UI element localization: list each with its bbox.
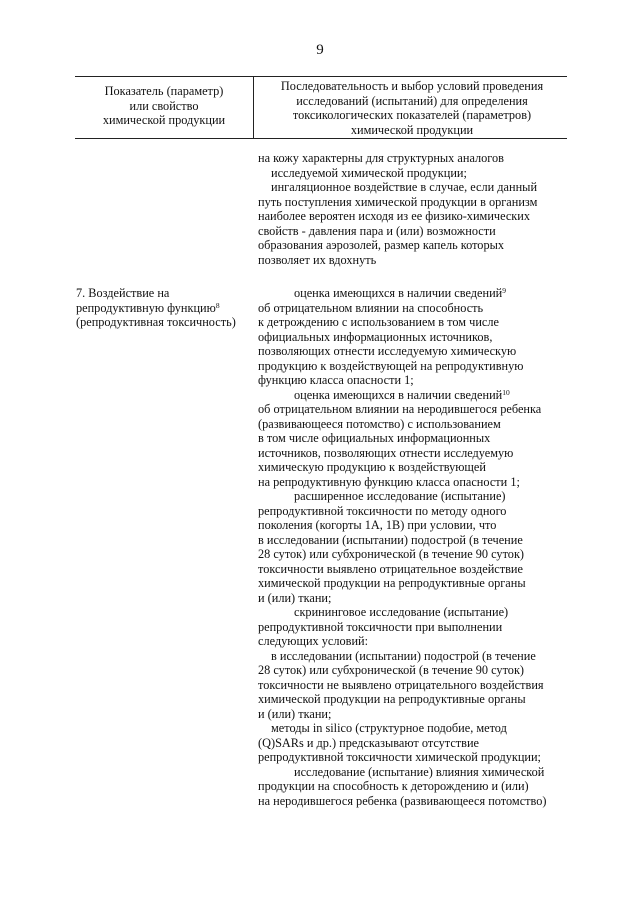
text-line: в исследовании (испытании) подострой (в течение [258,532,523,547]
text-line: об отрицательном влиянии на способность [258,300,484,315]
text-line: официальных информационных источников, [258,329,493,344]
page-number: 9 [316,42,324,58]
text-line: исследуемой химической продукции; [271,165,467,180]
text-line: расширенное исследование (испытание) [294,489,506,503]
footnote-ref: 10 [502,387,510,397]
text-line: репродуктивной токсичности по методу одного [258,503,507,518]
text-line: на неродившегося ребенка (развивающееся потомство) [258,793,547,808]
text-line: оценка имеющихся в наличии сведений [294,286,503,300]
text-line: репродуктивной токсичности химической продукции; [258,750,541,764]
indicator-label-line: 7. Воздействие на [76,286,170,300]
text-line: химическую продукцию к воздействующей [258,460,486,474]
text-line: об отрицательном влиянии на неродившегося ребенка [258,402,542,416]
text-line: путь поступления химической продукции в организм [258,194,538,209]
text-line: позволяет их вдохнуть [258,252,377,267]
text-line: репродуктивной токсичности при выполнении [258,619,503,634]
header-col1-line: Показатель (параметр) [104,84,224,98]
text-line: 28 суток) или субхронической (в течение 90 суток) [258,547,525,561]
text-line: химической продукции на репродуктивные органы [258,692,526,706]
continued-conditions-block [258,151,570,267]
header-bottom-rule [75,138,567,139]
text-line: в исследовании (испытании) подострой (в течение [271,648,536,663]
column-header-conditions [256,79,568,137]
text-line: к детрождению с использованием в том числе [258,315,499,329]
text-line: продукцию к воздействующей на репродуктивную [258,358,524,373]
text-line: скрининговое исследование (испытание) [294,605,509,619]
text-line: наиболее вероятен исходя из ее физико-химических [258,209,531,223]
text-line: и (или) ткани; [258,590,332,605]
text-line: в том числе официальных информационных [258,431,491,445]
column-header-indicator [76,84,252,128]
text-line: поколения (когорты 1А, 1В) при условии, что [258,518,497,532]
text-line: следующих условий: [258,634,369,648]
text-line: (развивающееся потомство) с использованием [258,416,501,431]
text-line: на кожу характерны для структурных аналогов [258,151,504,165]
header-col2-line: токсикологических показателей (параметров) [292,108,532,122]
footnote-ref: 9 [502,286,506,295]
text-line: оценка имеющихся в наличии сведений [294,387,503,402]
header-col1-line: или свойство [129,98,199,113]
header-col2-line: исследований (испытаний) для определения [296,93,528,108]
text-line: 28 суток) или субхронической (в течение 90 суток) [258,663,525,677]
header-col2-line: Последовательность и выбор условий проведения [280,79,544,93]
text-line: функцию класса опасности 1; [258,373,414,387]
text-line: позволяющих отнести исследуемую химическую [258,344,517,358]
indicator-label-line: (репродуктивная токсичность) [76,315,236,329]
table-top-rule [75,76,567,77]
text-line: токсичности выявлено отрицательное воздействие [258,561,523,576]
text-line: источников, позволяющих отнести исследуемую [258,445,514,460]
text-line: на репродуктивную функцию класса опасности 1; [258,474,520,489]
text-line: (Q)SARs и др.) предсказывают отсутствие [258,735,479,750]
text-line: химической продукции на репродуктивные органы [258,576,526,590]
text-line: свойств - давления пара и (или) возможности [258,223,496,238]
reproductive-conditions-block [258,286,570,808]
header-col1-line: химической продукции [102,113,226,127]
header-column-divider [253,76,254,138]
indicator-label-line: репродуктивную функцию [76,300,216,315]
text-line: исследование (испытание) влияния химической [294,764,545,779]
text-line: токсичности не выявлено отрицательного воздействия [258,677,544,692]
text-line: методы in silico (структурное подобие, метод [271,721,507,735]
text-line: образования аэрозолей, размер капель которых [258,238,505,252]
header-col2-line: химической продукции [350,122,474,137]
footnote-ref: 8 [215,300,220,310]
indicator-reproductive-toxicity [76,286,254,330]
text-line: и (или) ткани; [258,706,332,721]
text-line: продукции на способность к деторождению и (или) [258,779,529,793]
text-line: ингаляционное воздействие в случае, если данный [271,180,538,194]
